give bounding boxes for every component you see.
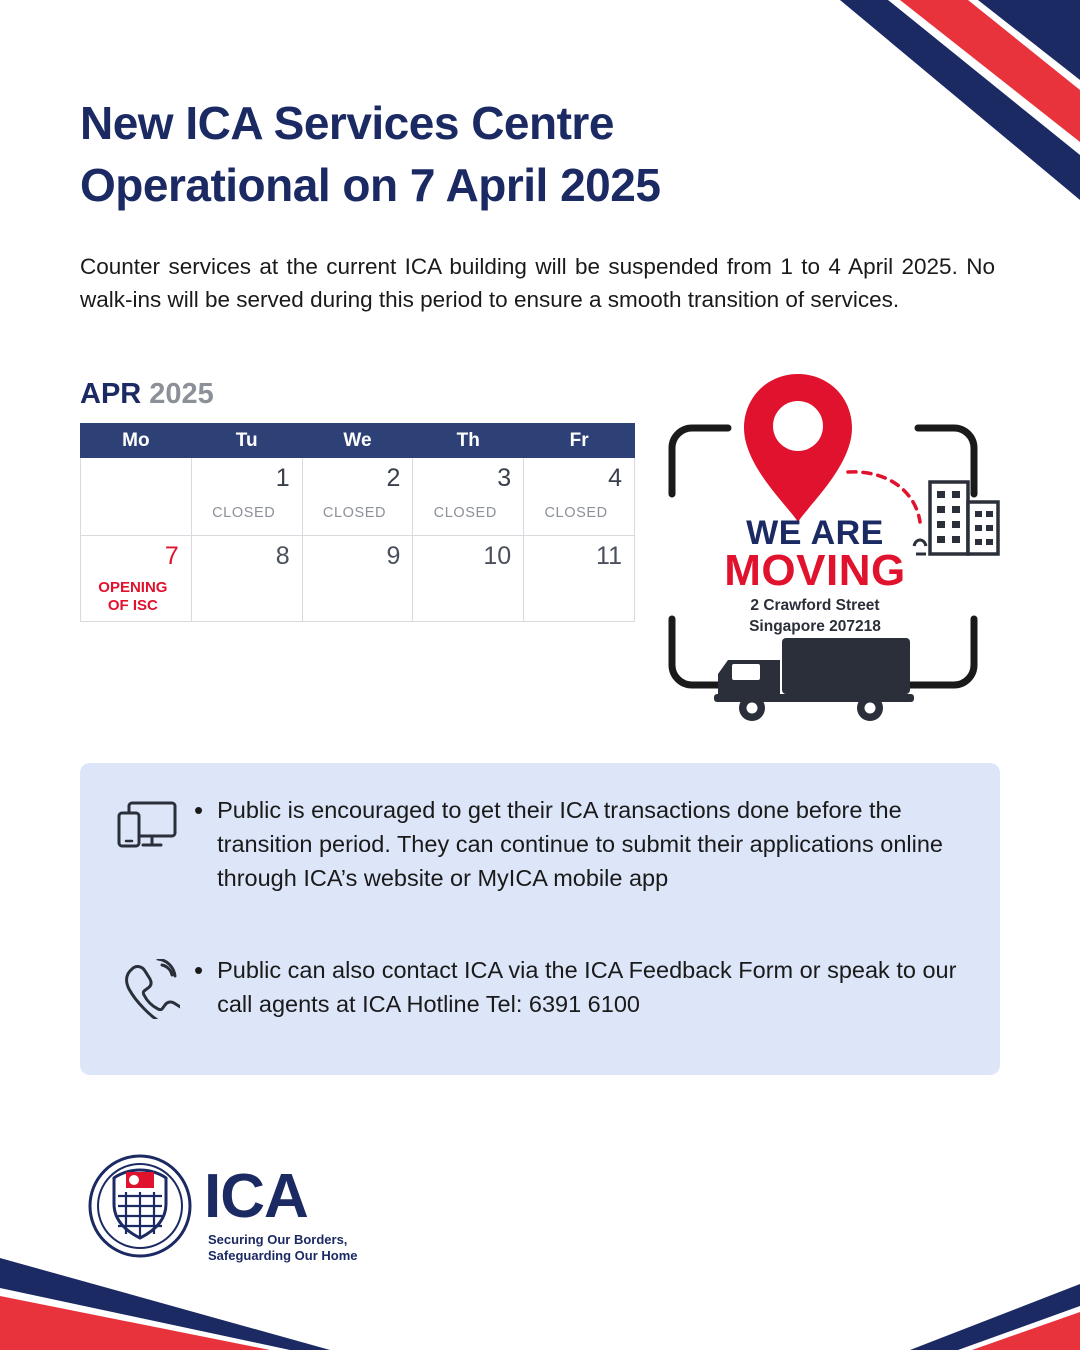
calendar-day-note-line-2: OF ISC	[107, 597, 158, 614]
calendar-day-number: 9	[386, 542, 401, 570]
calendar-day-number: 1	[275, 464, 290, 492]
calendar-cell-apr-1	[191, 458, 302, 536]
phone-call-icon	[104, 953, 194, 1021]
calendar-table	[80, 423, 635, 622]
page-title-line-2: Operational on 7 April 2025	[80, 159, 661, 212]
footer-logo	[86, 1152, 506, 1262]
calendar-day-number: 8	[275, 542, 290, 570]
address-line-1: 2 Crawford Street	[750, 597, 880, 614]
intro-paragraph: Counter services at the current ICA building will be suspended from 1 to 4 April 2025. No walk-ins will be served during this period to ensure a smooth transition of services.	[80, 254, 995, 313]
calendar-cell-apr-8	[191, 536, 302, 622]
logo-wordmark: ICA	[204, 1162, 308, 1231]
info-text-contact: Public can also contact ICA via the ICA Feedback Form or speak to our call agents at ICA Hotline Tel: 6391 6100	[217, 957, 957, 1018]
info-text-online-services: Public is encouraged to get their ICA transactions done before the transition period. They can continue to submit their applications online through ICA’s website or MyICA mobile app	[217, 797, 943, 892]
calendar-month: APR	[80, 378, 142, 410]
calendar-day-number: 3	[497, 464, 512, 492]
calendar-cell-apr-2	[302, 458, 413, 536]
calendar-day-note	[87, 579, 179, 615]
calendar-day-note: CLOSED	[322, 505, 387, 521]
calendar-cell-apr-10	[413, 536, 524, 622]
calendar-weekday-th: Th	[413, 424, 524, 458]
calendar-cell-apr-11	[524, 536, 635, 622]
logo-tagline-line-2: Safeguarding Our Home	[208, 1248, 358, 1264]
calendar-weekday-we: We	[302, 424, 413, 458]
calendar-weekday-tu: Tu	[191, 424, 302, 458]
devices-icon	[104, 793, 194, 895]
moving-label: MOVING	[724, 546, 906, 595]
calendar-day-number: 11	[596, 542, 622, 570]
calendar-day-note: CLOSED	[544, 505, 608, 521]
logo-tagline-line-1: Securing Our Borders,	[208, 1232, 348, 1247]
moving-truck-icon	[710, 630, 930, 722]
calendar-week-1	[81, 458, 635, 536]
calendar-cell-apr-7	[81, 536, 192, 622]
calendar-cell-apr-3	[413, 458, 524, 536]
calendar-day-note-line-1: OPENING	[98, 579, 168, 596]
calendar-day-note: CLOSED	[212, 505, 276, 521]
we-are-moving-graphic	[650, 368, 1010, 728]
calendar	[80, 378, 635, 622]
calendar-weekday-fr: Fr	[524, 424, 635, 458]
page-title-line-1: New ICA Services Centre	[80, 97, 614, 149]
map-pin-icon	[738, 368, 858, 528]
corner-decoration-bottom-right	[840, 1280, 1080, 1350]
calendar-day-number: 2	[386, 464, 401, 492]
we-are-label: WE ARE	[746, 514, 884, 552]
calendar-day-note: CLOSED	[433, 505, 497, 521]
bullet-marker: •	[194, 955, 204, 985]
logo-tagline	[208, 1232, 358, 1265]
calendar-cell-apr-4	[524, 458, 635, 536]
calendar-day-number: 7	[164, 542, 179, 570]
page-title	[80, 92, 840, 216]
calendar-day-number: 10	[483, 542, 512, 570]
info-box	[80, 763, 1000, 1075]
calendar-month-label	[80, 378, 635, 411]
calendar-header-row	[81, 424, 635, 458]
ica-crest-icon	[86, 1152, 194, 1260]
bullet-marker: •	[194, 795, 204, 825]
calendar-cell-apr-9	[302, 536, 413, 622]
calendar-week-2	[81, 536, 635, 622]
address-line-2: Singapore 207218	[749, 617, 881, 635]
info-item-contact	[104, 953, 984, 1021]
info-item-online-services	[104, 793, 984, 895]
calendar-weekday-mo: Mo	[81, 424, 192, 458]
calendar-year: 2025	[149, 378, 214, 410]
calendar-cell-empty	[81, 458, 192, 536]
calendar-day-number: 4	[608, 464, 622, 492]
